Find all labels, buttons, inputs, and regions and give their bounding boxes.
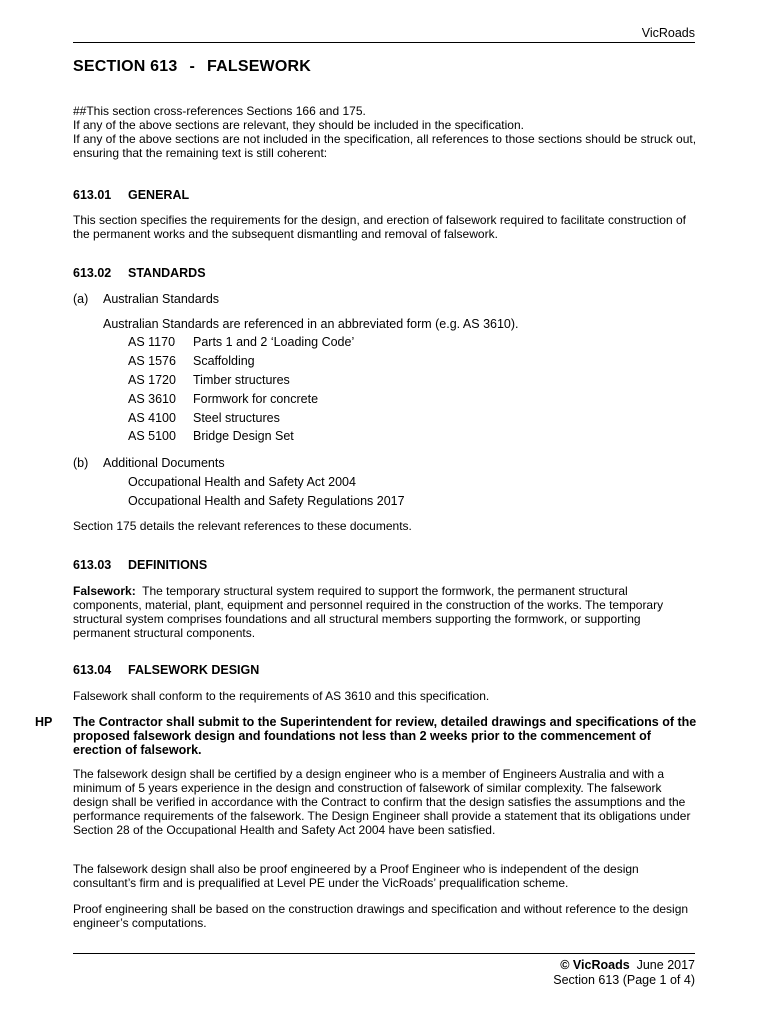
standard-name: Steel structures	[193, 411, 280, 425]
standard-code: AS 4100	[128, 411, 176, 425]
standard-code: AS 3610	[128, 392, 176, 406]
standard-code: AS 5100	[128, 429, 176, 443]
standard-code: AS 1720	[128, 373, 176, 387]
section-heading-standards	[73, 266, 206, 280]
footer-rule	[73, 953, 695, 954]
item-letter-b: (b)	[73, 456, 89, 470]
section-heading-general	[73, 188, 189, 202]
page-title	[73, 58, 311, 76]
standard-row	[128, 354, 255, 370]
section-number: 613.01	[73, 188, 112, 202]
standard-code: AS 1576	[128, 354, 176, 368]
section-heading-falsework-design	[73, 663, 259, 677]
section-number: 613.02	[73, 266, 112, 280]
header-rule	[73, 42, 695, 43]
standard-name: Bridge Design Set	[193, 429, 294, 443]
definition-falsework	[73, 584, 698, 640]
section-number: 613.03	[73, 558, 112, 572]
section-number: 613.04	[73, 663, 112, 677]
hold-point-tag: HP	[35, 715, 53, 729]
intro-line: If any of the above sections are not included in the specification, all references to those sections should be struck out, ensuring that the remaining text is still coherent:	[73, 132, 697, 160]
standard-row	[128, 411, 280, 427]
intro-note	[73, 104, 698, 160]
standard-row	[128, 429, 294, 445]
section-title: STANDARDS	[128, 266, 206, 280]
document-row: Occupational Health and Safety Act 2004	[128, 475, 356, 489]
design-paragraph-1: Falsework shall conform to the requirements of AS 3610 and this specification.	[73, 689, 490, 703]
standard-row	[128, 373, 290, 389]
standard-row	[128, 392, 318, 408]
definition-text: The temporary structural system required to support the formwork, the permanent structural components, material, plant, equipment and personnel required in the construction of the works. The temporary structural system comprises foundations and all structural members supporting the formwork, or supporting permanent structural components.	[73, 584, 664, 640]
design-paragraph-2: The falsework design shall be certified by a design engineer who is a member of Engineers Australia and with a minimum of 5 years experience in the design and construction of falsework of similar complexity. The falsework design shall be verified in accordance with the Contract to confirm that the design satisfies the assumptions and the performance requirements of the falsework. The Design Engineer shall provide a statement that its obligations under Section 28 of the Occupational Health and Safety Act 2004 have been satisfied.	[73, 767, 691, 837]
section-title: FALSEWORK DESIGN	[128, 663, 260, 677]
title-section-name: FALSEWORK	[207, 58, 312, 75]
item-title-australian-standards: Australian Standards	[103, 292, 220, 306]
section-title: GENERAL	[128, 188, 190, 202]
title-section-number: SECTION 613	[73, 58, 178, 75]
item-letter-a: (a)	[73, 292, 89, 306]
document-row: Occupational Health and Safety Regulations 2017	[128, 494, 405, 508]
definition-term: Falsework:	[73, 584, 136, 598]
design-paragraph-4: Proof engineering shall be based on the construction drawings and specification and without reference to the design engineer’s computations.	[73, 902, 689, 930]
footer-page-number: Section 613 (Page 1 of 4)	[553, 973, 695, 987]
standard-name: Timber structures	[193, 373, 290, 387]
standard-name: Parts 1 and 2 ‘Loading Code’	[193, 335, 355, 349]
footer-brand: © VicRoads	[560, 958, 630, 972]
design-paragraph-3: The falsework design shall also be proof engineered by a Proof Engineer who is independent of the design consultant’s firm and is prequalified at Level PE under the VicRoads’ prequalification scheme.	[73, 862, 639, 890]
section-title: DEFINITIONS	[128, 558, 208, 572]
intro-line: ##This section cross-references Sections 166 and 175.	[73, 104, 366, 118]
standards-intro: Australian Standards are referenced in an abbreviated form (e.g. AS 3610).	[103, 317, 519, 331]
intro-line: If any of the above sections are relevant, they should be included in the specification.	[73, 118, 524, 132]
item-title-additional-documents: Additional Documents	[103, 456, 225, 470]
standard-name: Scaffolding	[193, 354, 255, 368]
hold-point-text: The Contractor shall submit to the Superintendent for review, detailed drawings and specifications of the proposed falsework design and foundations not less than 2 weeks prior to the commencement of erection of falsework.	[73, 715, 697, 757]
title-dash: -	[189, 58, 195, 75]
standard-row	[128, 335, 354, 351]
footer-copyright	[560, 958, 695, 972]
general-body: This section specifies the requirements for the design, and erection of falsework required to facilitate construction of the permanent works and the subsequent dismantling and removal of falsework.	[73, 213, 686, 241]
standard-name: Formwork for concrete	[193, 392, 319, 406]
standard-code: AS 1170	[128, 335, 176, 349]
standards-closing: Section 175 details the relevant references to these documents.	[73, 519, 412, 533]
section-heading-definitions	[73, 558, 207, 572]
footer-date: June 2017	[636, 958, 695, 972]
header-organization: VicRoads	[641, 26, 695, 40]
